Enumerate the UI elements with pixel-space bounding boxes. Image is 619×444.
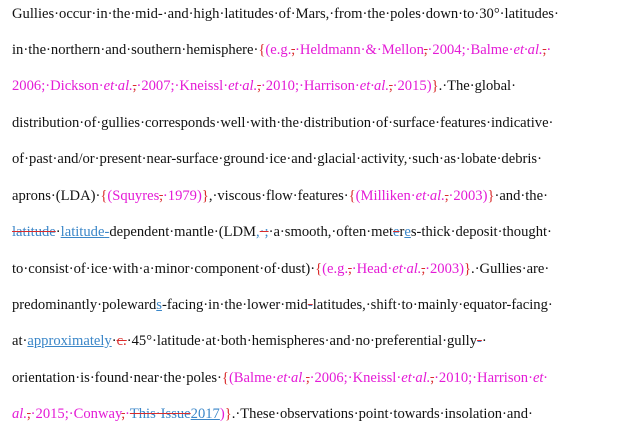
body-text: to·consist·of·ice·with·a·minor·component·of·dust)· [12, 261, 316, 277]
body-text: 45°·latitude·at·both·hemispheres·and·no·preferential·gully [131, 333, 478, 349]
deleted-text: , [423, 42, 428, 58]
citation-text: 2006;·Dickson· [12, 78, 104, 94]
body-text: orientation·is·found·near·the·poles· [12, 370, 222, 386]
body-text: .·Gullies·are· [471, 261, 550, 277]
citation-text: ·2003) [448, 188, 488, 204]
inserted-text: , [256, 224, 260, 240]
deleted-text: , [388, 78, 393, 94]
field-brace: } [224, 406, 232, 422]
citation-etal: et·al. [415, 188, 445, 204]
paragraph-line [12, 5, 559, 23]
inserted-text: e [404, 224, 411, 240]
body-text: -facing·in·the·lower·mid [161, 297, 308, 313]
body-text: dependent·mantle·(LDM [109, 224, 257, 240]
deleted-text: , [291, 42, 295, 58]
citation-text: (Milliken· [355, 188, 416, 204]
body-text: distribution·of·gullies·corresponds·well·with·the·distribution·of·surface·features·indicative· [12, 115, 554, 131]
citation-text: (e.g. [265, 42, 292, 58]
paragraph-line [12, 114, 553, 132]
deleted-text: , [305, 370, 310, 386]
body-text: aprons·(LDA)· [12, 188, 101, 204]
field-brace: { [315, 261, 323, 277]
citation-text: ·2015;·Conway [30, 406, 122, 422]
citation-text: (Squyres [107, 188, 160, 204]
inserted-text: 2017 [190, 406, 220, 422]
body-text: .·The·global· [438, 78, 516, 94]
citation-etal: al. [12, 406, 27, 422]
paragraph-line [12, 332, 487, 350]
citation-text: ) [219, 406, 225, 422]
citation-text: ·2007;·Kneissl· [136, 78, 229, 94]
body-text: Gullies·occur·in·the·mid-·and·high·latitudes·of·Mars,·from·the·poles·down·to·30°·latitudes· [12, 6, 559, 22]
field-brace: { [221, 370, 229, 386]
citation-text: ·2015) [392, 78, 432, 94]
inserted-text: latitude [60, 224, 105, 240]
deleted-text: e [393, 224, 400, 240]
deleted-text: - [307, 297, 313, 313]
deleted-text: , [132, 78, 137, 94]
body-text: ·a·smooth,·often·met [268, 224, 394, 240]
field-brace: } [464, 261, 472, 277]
deleted-text: c. [116, 333, 127, 349]
paragraph-line [12, 260, 549, 278]
body-text: at· [12, 333, 28, 349]
field-brace: { [348, 188, 356, 204]
body-text: · [126, 333, 132, 349]
citation-etal: et·al. [228, 78, 258, 94]
field-brace: { [258, 42, 266, 58]
inserted-text: - [104, 224, 110, 240]
citation-text: ·2010;·Harrison· [260, 78, 360, 94]
citation-etal: et· [532, 370, 548, 386]
citation-text: · [124, 406, 130, 422]
citation-text: ·Heldmann·&·Mellon [295, 42, 424, 58]
paragraph-line [12, 41, 551, 59]
field-brace: { [100, 188, 108, 204]
deleted-text: latitude [12, 224, 56, 240]
body-text: · [111, 333, 117, 349]
deleted-text: ·; [259, 224, 269, 240]
deleted-text: , [159, 188, 163, 204]
deleted-text: , [348, 261, 352, 277]
citation-text: ·2010;·Harrison· [434, 370, 533, 386]
inserted-text: approximately [27, 333, 112, 349]
body-text: of·past·and/or·present·near-surface·ground·ice·and·glacial·activity,·such·as·lobate·debris· [12, 151, 542, 167]
paragraph-line [12, 369, 547, 387]
paragraph-line [12, 77, 516, 95]
deleted-text: , [121, 406, 125, 422]
deleted-text: , [430, 370, 435, 386]
deleted-text: , [257, 78, 261, 94]
citation-text: · [546, 42, 552, 58]
citation-etal: et·al. [513, 42, 543, 58]
body-text: .·These·observations·point·towards·insolation·and· [231, 406, 533, 422]
citation-etal: et·al. [392, 261, 422, 277]
deleted-text: - [477, 333, 482, 349]
body-text: r [399, 224, 405, 240]
citation-text: ·2003) [425, 261, 465, 277]
citation-text: (Balme· [228, 370, 277, 386]
body-text: latitudes,·shift·to·mainly·equator-facing· [312, 297, 553, 313]
citation-text: ·2004;·Balme· [427, 42, 514, 58]
inserted-text: s [156, 297, 162, 313]
field-brace: } [431, 78, 439, 94]
citation-text: ·1979) [162, 188, 202, 204]
citation-text: ·Head· [351, 261, 393, 277]
citation-etal: et·al. [401, 370, 431, 386]
deleted-text: , [444, 188, 449, 204]
body-text: · [481, 333, 487, 349]
paragraph-line [12, 405, 533, 423]
citation-text: (e.g. [322, 261, 349, 277]
body-text: in·the·northern·and·southern·hemisphere· [12, 42, 259, 58]
body-text: ,·viscous·flow·features· [208, 188, 349, 204]
paragraph-line [12, 150, 542, 168]
body-text: s-thick·deposit·thought· [410, 224, 552, 240]
citation-etal: et·al. [359, 78, 389, 94]
deleted-text: , [421, 261, 426, 277]
paragraph-line [12, 223, 552, 241]
deleted-text: , [27, 406, 31, 422]
deleted-text: , [542, 42, 547, 58]
citation-etal: et·al. [103, 78, 133, 94]
field-brace: } [201, 188, 209, 204]
citation-text: ·2006;·Kneissl· [309, 370, 402, 386]
field-brace: } [487, 188, 495, 204]
paragraph-line [12, 296, 553, 314]
body-text: · [55, 224, 61, 240]
body-text: ·and·the· [494, 188, 548, 204]
deleted-text: This·Issue [129, 406, 191, 422]
citation-etal: et·al. [276, 370, 306, 386]
paragraph-line [12, 187, 548, 205]
body-text: predominantly·poleward [12, 297, 157, 313]
